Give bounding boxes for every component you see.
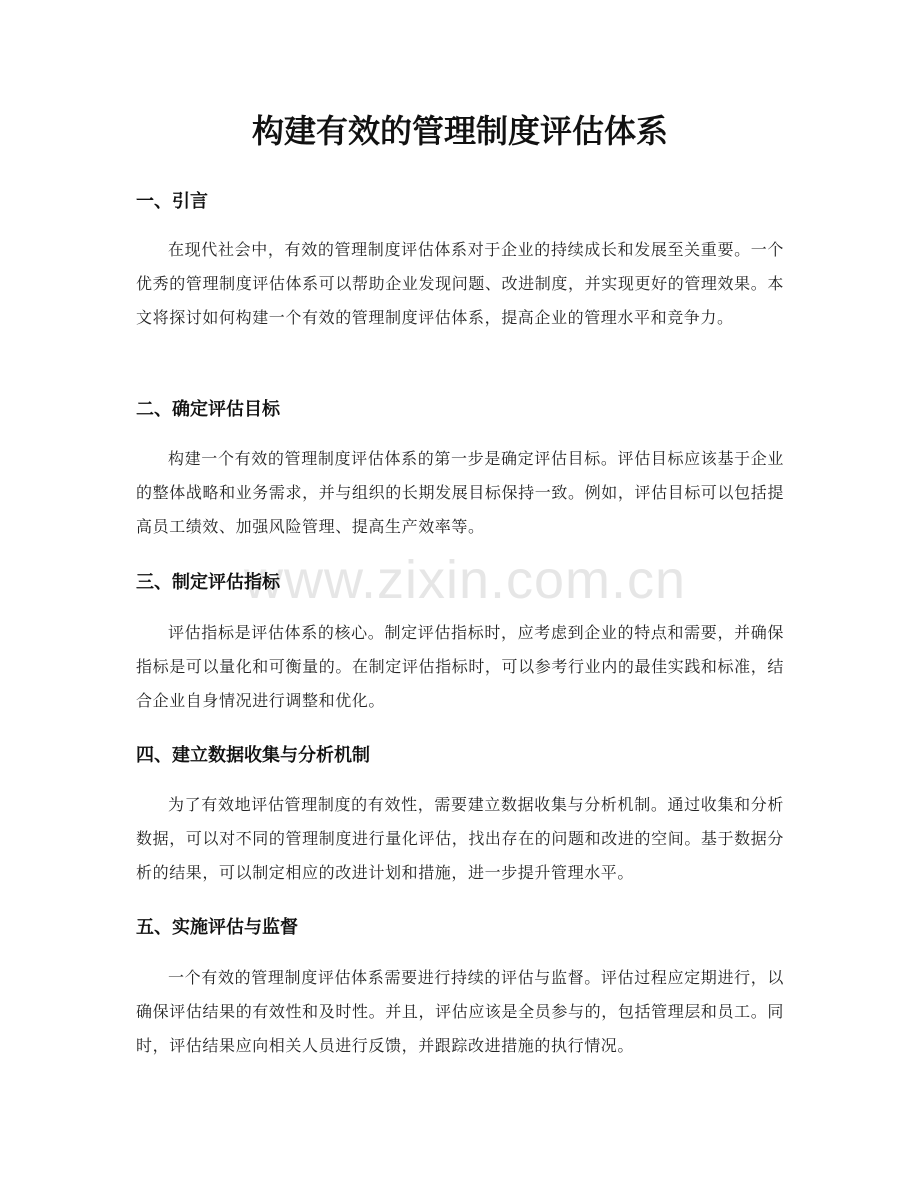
section-body-introduction: 在现代社会中，有效的管理制度评估体系对于企业的持续成长和发展至关重要。一个优秀的管理制度评估体系可以帮助企业发现问题、改进制度，并实现更好的管理效果。本文将探讨如何构建一个有效的管理制度评估体系，提高企业的管理水平和竞争力。 bbox=[136, 240, 784, 327]
section-heading-data-mechanism: 四、建立数据收集与分析机制 bbox=[136, 745, 370, 766]
section-heading-introduction: 一、引言 bbox=[136, 191, 208, 212]
section-heading-evaluation-indicators: 三、制定评估指标 bbox=[136, 572, 280, 593]
section-body-data-mechanism: 为了有效地评估管理制度的有效性，需要建立数据收集与分析机制。通过收集和分析数据，可以对不同的管理制度进行量化评估，找出存在的问题和改进的空间。基于数据分析的结果，可以制定相应的改进计划和措施，进一步提升管理水平。 bbox=[136, 795, 784, 882]
section-body-evaluation-indicators: 评估指标是评估体系的核心。制定评估指标时，应考虑到企业的特点和需要，并确保指标是可以量化和可衡量的。在制定评估指标时，可以参考行业内的最佳实践和标准，结合企业自身情况进行调整和优化。 bbox=[136, 623, 784, 710]
section-heading-implementation: 五、实施评估与监督 bbox=[136, 917, 298, 938]
section-body-evaluation-goals: 构建一个有效的管理制度评估体系的第一步是确定评估目标。评估目标应该基于企业的整体战略和业务需求，并与组织的长期发展目标保持一致。例如，评估目标可以包括提高员工绩效、加强风险管理、提高生产效率等。 bbox=[136, 449, 784, 536]
section-body-implementation: 一个有效的管理制度评估体系需要进行持续的评估与监督。评估过程应定期进行，以确保评估结果的有效性和及时性。并且，评估应该是全员参与的，包括管理层和员工。同时，评估结果应向相关人员进行反馈，并跟踪改进措施的执行情况。 bbox=[136, 968, 784, 1055]
document-title: 构建有效的管理制度评估体系 bbox=[251, 112, 668, 150]
watermark: www.zixin.com.cn bbox=[243, 550, 687, 610]
section-heading-evaluation-goals: 二、确定评估目标 bbox=[136, 399, 280, 420]
